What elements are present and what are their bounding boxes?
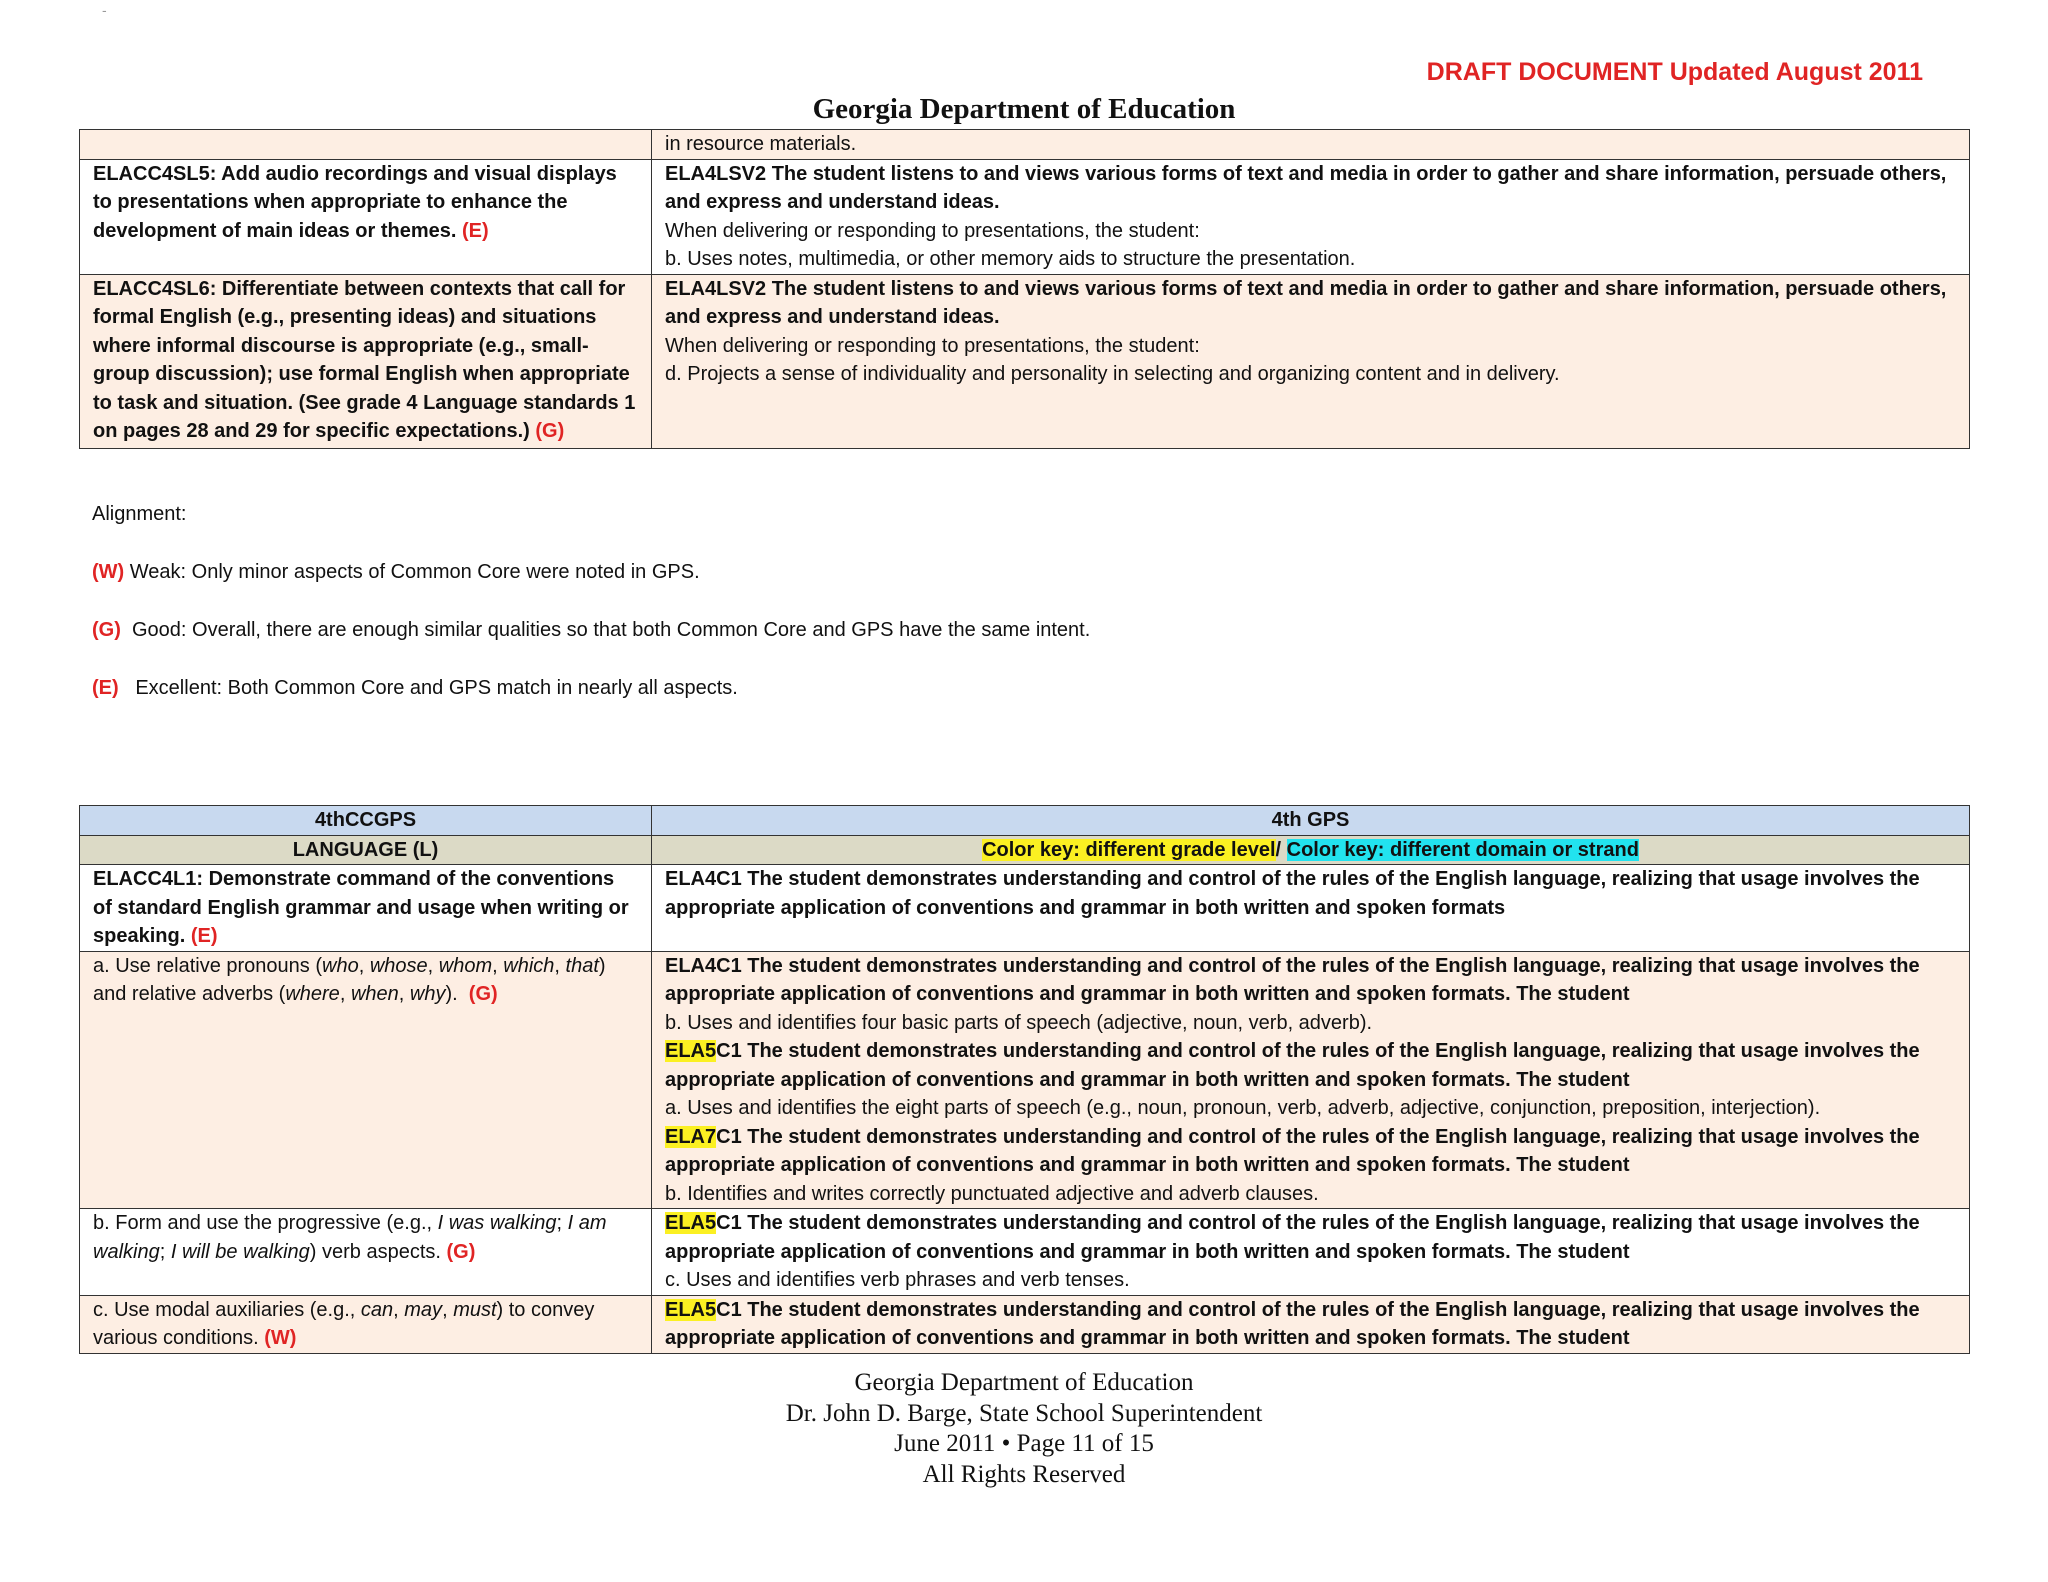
gps-cell (652, 951, 1970, 1209)
separator: ; (556, 1212, 568, 1234)
standards-table-speaking-listening (79, 129, 1970, 449)
example-word: who (322, 954, 359, 977)
footer-rights: All Rights Reserved (922, 1460, 1126, 1488)
table-header-row (80, 806, 1970, 836)
example-phrase: I will be walking (170, 1240, 310, 1263)
gps-cell (652, 159, 1970, 274)
gps-standard-bold: ELA4LSV2 The student listens to and views various forms of text and media in order to gather and share information, persuade others, and express and understand ideas. (665, 277, 1947, 328)
page-footer (0, 1368, 2048, 1490)
gps-text-line: When delivering or responding to presentations, the student: (665, 219, 1200, 242)
gps-standard-bold (665, 1123, 1956, 1180)
gps-text-line: b. Uses and identifies four basic parts of speech (adjective, noun, verb, adverb). (665, 1011, 1373, 1034)
alignment-description: Good: Overall, there are enough similar qualities so that both Common Core and GPS have the same intent. (120, 619, 1091, 641)
corner-mark: - (102, 2, 107, 18)
example-word: that (565, 954, 599, 977)
example-word: why (409, 983, 446, 1005)
footer-department: Georgia Department of Education (854, 1369, 1194, 1396)
alignment-rating: (G) (535, 420, 565, 442)
ccgps-cell (80, 130, 652, 160)
footer-superintendent: Dr. John D. Barge, State School Superintendent (785, 1399, 1263, 1427)
example-word: must (453, 1298, 497, 1321)
gps-standard-bold (665, 1296, 1956, 1353)
gps-cell (652, 865, 1970, 952)
ccgps-cell (80, 1295, 652, 1353)
ccgps-standard-text: ELACC4SL6: Differentiate between contexts that call for formal English (e.g., presenting ideas) and situations where informal discourse is appropriate (e.g., small-group discussion); use formal English when appropriate to task and situation. (See grade 4 Language standards 1 on pages 28 and 29 for specific expectations.) (93, 277, 636, 442)
ccgps-text: c. Use modal auxiliaries (e.g., (93, 1298, 361, 1321)
gps-cell (652, 1295, 1970, 1353)
ccgps-standard-text: ELACC4L1: Demonstrate command of the conventions of standard English grammar and usage when writing or speaking. (93, 868, 629, 947)
gps-standard-text: C1 The student demonstrates understanding and control of the rules of the English language, realizing that usage involves the appropriate application of conventions and grammar in both written and spoken formats. The student (665, 1125, 1920, 1176)
gps-cell (652, 274, 1970, 448)
grade-level-highlight: ELA7 (665, 1125, 717, 1148)
table-row (80, 1209, 1970, 1296)
grade-level-highlight: ELA5 (665, 1212, 717, 1234)
example-word: can (360, 1298, 394, 1321)
alignment-description: Weak: Only minor aspects of Common Core were noted in GPS. (124, 561, 700, 583)
gps-text-line: a. Uses and identifies the eight parts of speech (e.g., noun, pronoun, verb, adverb, adjective, conjunction, preposition, interjection). (665, 1097, 1821, 1119)
separator: , (492, 954, 504, 977)
ccgps-text: a. Use relative pronouns ( (93, 954, 323, 977)
alignment-code: (W) (92, 561, 125, 583)
gps-standard-bold: ELA4C1 The student demonstrates understanding and control of the rules of the English language, realizing that usage involves the appropriate application of conventions and grammar in both written and spoken formats. The student (665, 954, 1920, 1005)
alignment-rating: (G) (468, 983, 498, 1005)
table-row (80, 951, 1970, 1209)
ccgps-text: ). (445, 983, 469, 1005)
separator: , (554, 954, 566, 977)
gps-standard-bold (665, 1209, 1956, 1266)
alignment-key (92, 500, 1090, 732)
separator: , (442, 1298, 454, 1321)
ccgps-cell (80, 274, 652, 448)
table-row (80, 865, 1970, 952)
color-key-separator: / (1275, 838, 1287, 861)
footer-page-info: June 2011 • Page 11 of 15 (894, 1430, 1154, 1457)
example-word: when (350, 983, 399, 1005)
alignment-rating: (G) (446, 1240, 476, 1263)
gps-text-line: d. Projects a sense of individuality and personality in selecting and organizing content and in delivery. (665, 363, 1560, 385)
column-header-gps: 4th GPS (652, 806, 1970, 836)
ccgps-text: b. Form and use the progressive (e.g., (93, 1212, 438, 1234)
example-phrase: I was walking (437, 1212, 557, 1234)
table-row (80, 130, 1970, 160)
example-word: whom (438, 954, 493, 977)
draft-notice: DRAFT DOCUMENT Updated August 2011 (1426, 58, 1923, 86)
alignment-item (92, 616, 1090, 644)
ccgps-cell (80, 951, 652, 1209)
gps-standard-bold: ELA4C1 The student demonstrates understanding and control of the rules of the English language, realizing that usage involves the appropriate application of conventions and grammar in both written and spoken formats (665, 868, 1920, 919)
color-key-yellow: Color key: different grade level (982, 838, 1276, 861)
ccgps-text: ) and relative adverbs ( (93, 954, 606, 1005)
grade-level-highlight: ELA5 (665, 1040, 717, 1062)
alignment-item (92, 674, 1090, 702)
alignment-description: Excellent: Both Common Core and GPS match in nearly all aspects. (118, 677, 738, 699)
alignment-code: (G) (92, 619, 121, 641)
gps-cell (652, 130, 1970, 160)
alignment-rating: (E) (462, 219, 489, 242)
alignment-rating: (E) (190, 925, 218, 947)
separator: , (339, 983, 351, 1005)
gps-text-line: b. Identifies and writes correctly punctuated adjective and adverb clauses. (665, 1182, 1319, 1205)
gps-standard-text: C1 The student demonstrates understanding and control of the rules of the English language, realizing that usage involves the appropriate application of conventions and grammar in both written and spoken formats. The student (665, 1212, 1920, 1263)
ccgps-standard-text: ELACC4SL5: Add audio recordings and visual displays to presentations when appropriate to enhance the development of main ideas or themes. (93, 162, 617, 242)
alignment-rating: (W) (264, 1327, 297, 1349)
alignment-code: (E) (92, 677, 119, 699)
gps-standard-text: C1 The student demonstrates understanding and control of the rules of the English language, realizing that usage involves the appropriate application of conventions and grammar in both written and spoken formats. The student (665, 1040, 1920, 1091)
separator: ; (159, 1240, 171, 1263)
color-key (652, 835, 1970, 865)
gps-text-line: When delivering or responding to presentations, the student: (665, 334, 1200, 357)
example-word: may (404, 1298, 443, 1321)
gps-standard-text: C1 The student demonstrates understanding and control of the rules of the English language, realizing that usage involves the appropriate application of conventions and grammar in both written and spoken formats. The student (665, 1298, 1920, 1349)
strand-label: LANGUAGE (L) (80, 835, 652, 865)
ccgps-text: ) verb aspects. (309, 1240, 447, 1263)
example-word: whose (369, 954, 428, 977)
column-header-ccgps: 4thCCGPS (80, 806, 652, 836)
gps-text-line: c. Uses and identifies verb phrases and verb tenses. (665, 1269, 1130, 1291)
separator: , (398, 983, 410, 1005)
color-key-cyan: Color key: different domain or strand (1286, 838, 1639, 861)
gps-cell (652, 1209, 1970, 1296)
example-word: where (285, 983, 340, 1005)
example-phrase: I am walking (93, 1212, 607, 1263)
ccgps-cell (80, 1209, 652, 1296)
alignment-item (92, 558, 1090, 586)
alignment-heading: Alignment: (92, 503, 187, 525)
ccgps-text: ) to convey various conditions. (93, 1298, 595, 1349)
standards-table-language (79, 805, 1970, 1354)
gps-standard-bold: ELA4LSV2 The student listens to and views various forms of text and media in order to gather and share information, persuade others, and express and understand ideas. (665, 162, 1947, 213)
example-word: which (503, 954, 555, 977)
gps-text-line: in resource materials. (665, 133, 857, 155)
ccgps-cell (80, 159, 652, 274)
separator: , (358, 954, 370, 977)
page-title: Georgia Department of Education (812, 93, 1236, 125)
gps-text-line: b. Uses notes, multimedia, or other memory aids to structure the presentation. (665, 248, 1356, 270)
ccgps-cell (80, 865, 652, 952)
table-subheader-row (80, 835, 1970, 865)
grade-level-highlight: ELA5 (665, 1298, 717, 1321)
separator: , (393, 1298, 405, 1321)
table-row (80, 274, 1970, 448)
table-row (80, 1295, 1970, 1353)
separator: , (427, 954, 439, 977)
table-row (80, 159, 1970, 274)
gps-standard-bold (665, 1037, 1956, 1094)
